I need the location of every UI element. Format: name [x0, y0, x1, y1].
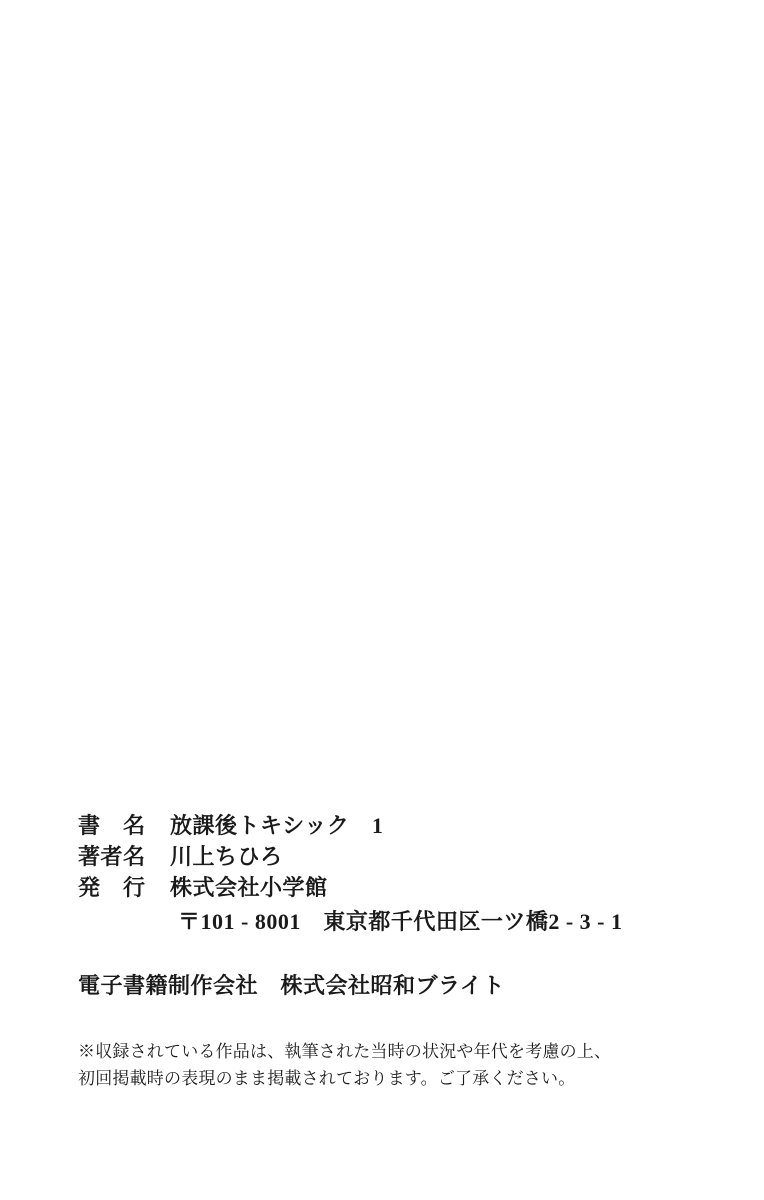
meta-value-author: 川上ちひろ	[170, 844, 283, 870]
meta-value-title: 放課後トキシック 1	[170, 813, 384, 838]
editorial-note	[78, 1038, 718, 1093]
meta-row-title	[78, 810, 718, 841]
meta-row-author	[78, 841, 718, 872]
meta-row-publisher	[78, 872, 718, 903]
ebook-producer: 電子書籍制作会社 株式会社昭和ブライト	[78, 972, 505, 998]
meta-label-author: 著者名	[78, 844, 146, 870]
editorial-note-line-2: 初回掲載時の表現のまま掲載されております。ご了承ください。	[78, 1069, 576, 1089]
meta-label-title: 書 名	[78, 813, 146, 838]
publication-meta-list	[78, 810, 718, 904]
meta-label-publisher: 発 行	[78, 875, 146, 901]
editorial-note-line-1: ※収録されている作品は、執筆された当時の状況や年代を考慮の上、	[78, 1041, 612, 1061]
publisher-address: 〒101 - 8001 東京都千代田区一ツ橋2 - 3 - 1	[178, 908, 623, 934]
meta-value-publisher: 株式会社小学館	[170, 875, 328, 901]
colophon-block	[78, 810, 718, 1093]
